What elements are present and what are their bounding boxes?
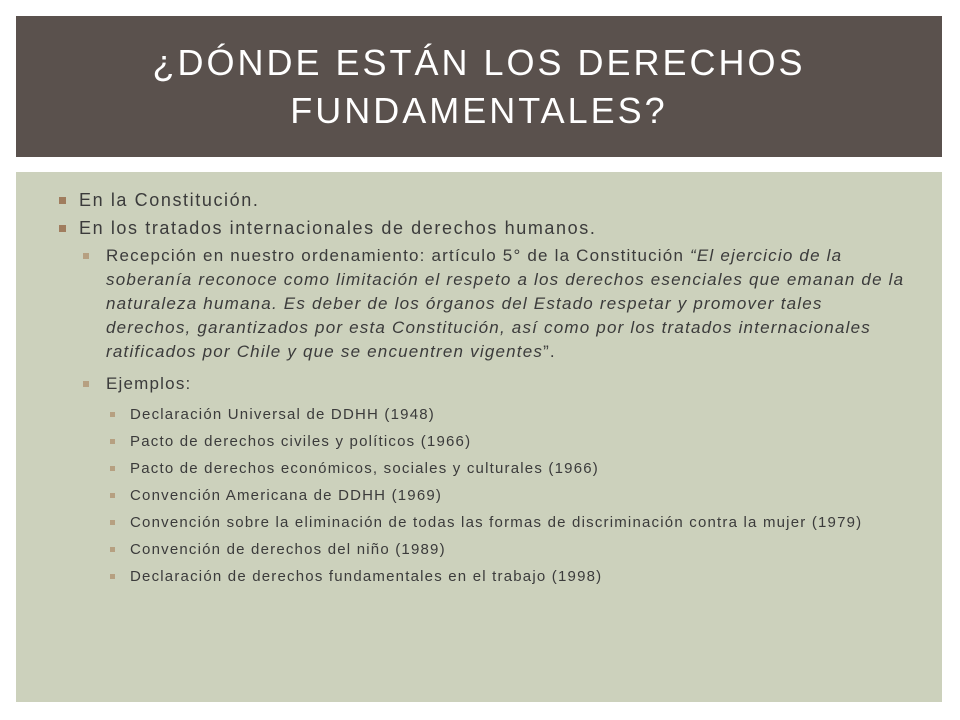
- example-item: [106, 566, 912, 588]
- example-item: [106, 404, 912, 426]
- square-bullet-icon: [110, 439, 115, 444]
- sub-bullet-item: [79, 244, 912, 364]
- example-text: Pacto de derechos económicos, sociales y culturales (1966): [130, 460, 599, 477]
- examples-list: [106, 404, 912, 588]
- sub-bullet-list: [79, 244, 912, 588]
- example-item: [106, 539, 912, 561]
- quote-end: ”.: [543, 342, 556, 361]
- example-text: Declaración Universal de DDHH (1948): [130, 406, 435, 423]
- sub-bullet-text: Recepción en nuestro ordenamiento: artículo 5° de la Constitución: [106, 246, 691, 265]
- example-text: Declaración de derechos fundamentales en el trabajo (1998): [130, 568, 603, 585]
- square-bullet-icon: [83, 253, 89, 259]
- square-bullet-icon: [59, 225, 66, 232]
- slide-title: ¿DÓNDE ESTÁN LOS DERECHOS FUNDAMENTALES?: [152, 41, 806, 131]
- square-bullet-icon: [83, 381, 89, 387]
- square-bullet-icon: [110, 493, 115, 498]
- example-item: [106, 431, 912, 453]
- square-bullet-icon: [110, 412, 115, 417]
- example-text: Convención de derechos del niño (1989): [130, 541, 446, 558]
- bullet-text: En los tratados internacionales de derechos humanos.: [79, 218, 597, 238]
- square-bullet-icon: [59, 197, 66, 204]
- square-bullet-icon: [110, 466, 115, 471]
- example-text: Convención sobre la eliminación de todas las formas de discriminación contra la mujer (1979): [130, 514, 863, 531]
- sub-bullet-text: Ejemplos:: [106, 374, 192, 393]
- square-bullet-icon: [110, 520, 115, 525]
- example-text: Convención Americana de DDHH (1969): [130, 487, 443, 504]
- bullet-item: [56, 188, 912, 212]
- square-bullet-icon: [110, 574, 115, 579]
- title-bar: [16, 16, 942, 157]
- constitution-quote: “El ejercicio de la soberanía reconoce como limitación el respeto a los derechos esenciales que emanan de la naturaleza humana. Es deber de los órganos del Estado respetar y promover tales derechos, garantizados por esta Constitución, así como por los tratados internacionales ratificados por Chile y que se encuentren vigentes: [106, 246, 905, 361]
- bullet-list: [56, 188, 912, 588]
- bullet-text: En la Constitución.: [79, 190, 260, 210]
- example-item: [106, 512, 912, 534]
- example-item: [106, 485, 912, 507]
- example-text: Pacto de derechos civiles y políticos (1966): [130, 433, 472, 450]
- content-box: [16, 172, 942, 702]
- sub-bullet-item: [79, 372, 912, 588]
- example-item: [106, 458, 912, 480]
- square-bullet-icon: [110, 547, 115, 552]
- bullet-item: [56, 216, 912, 588]
